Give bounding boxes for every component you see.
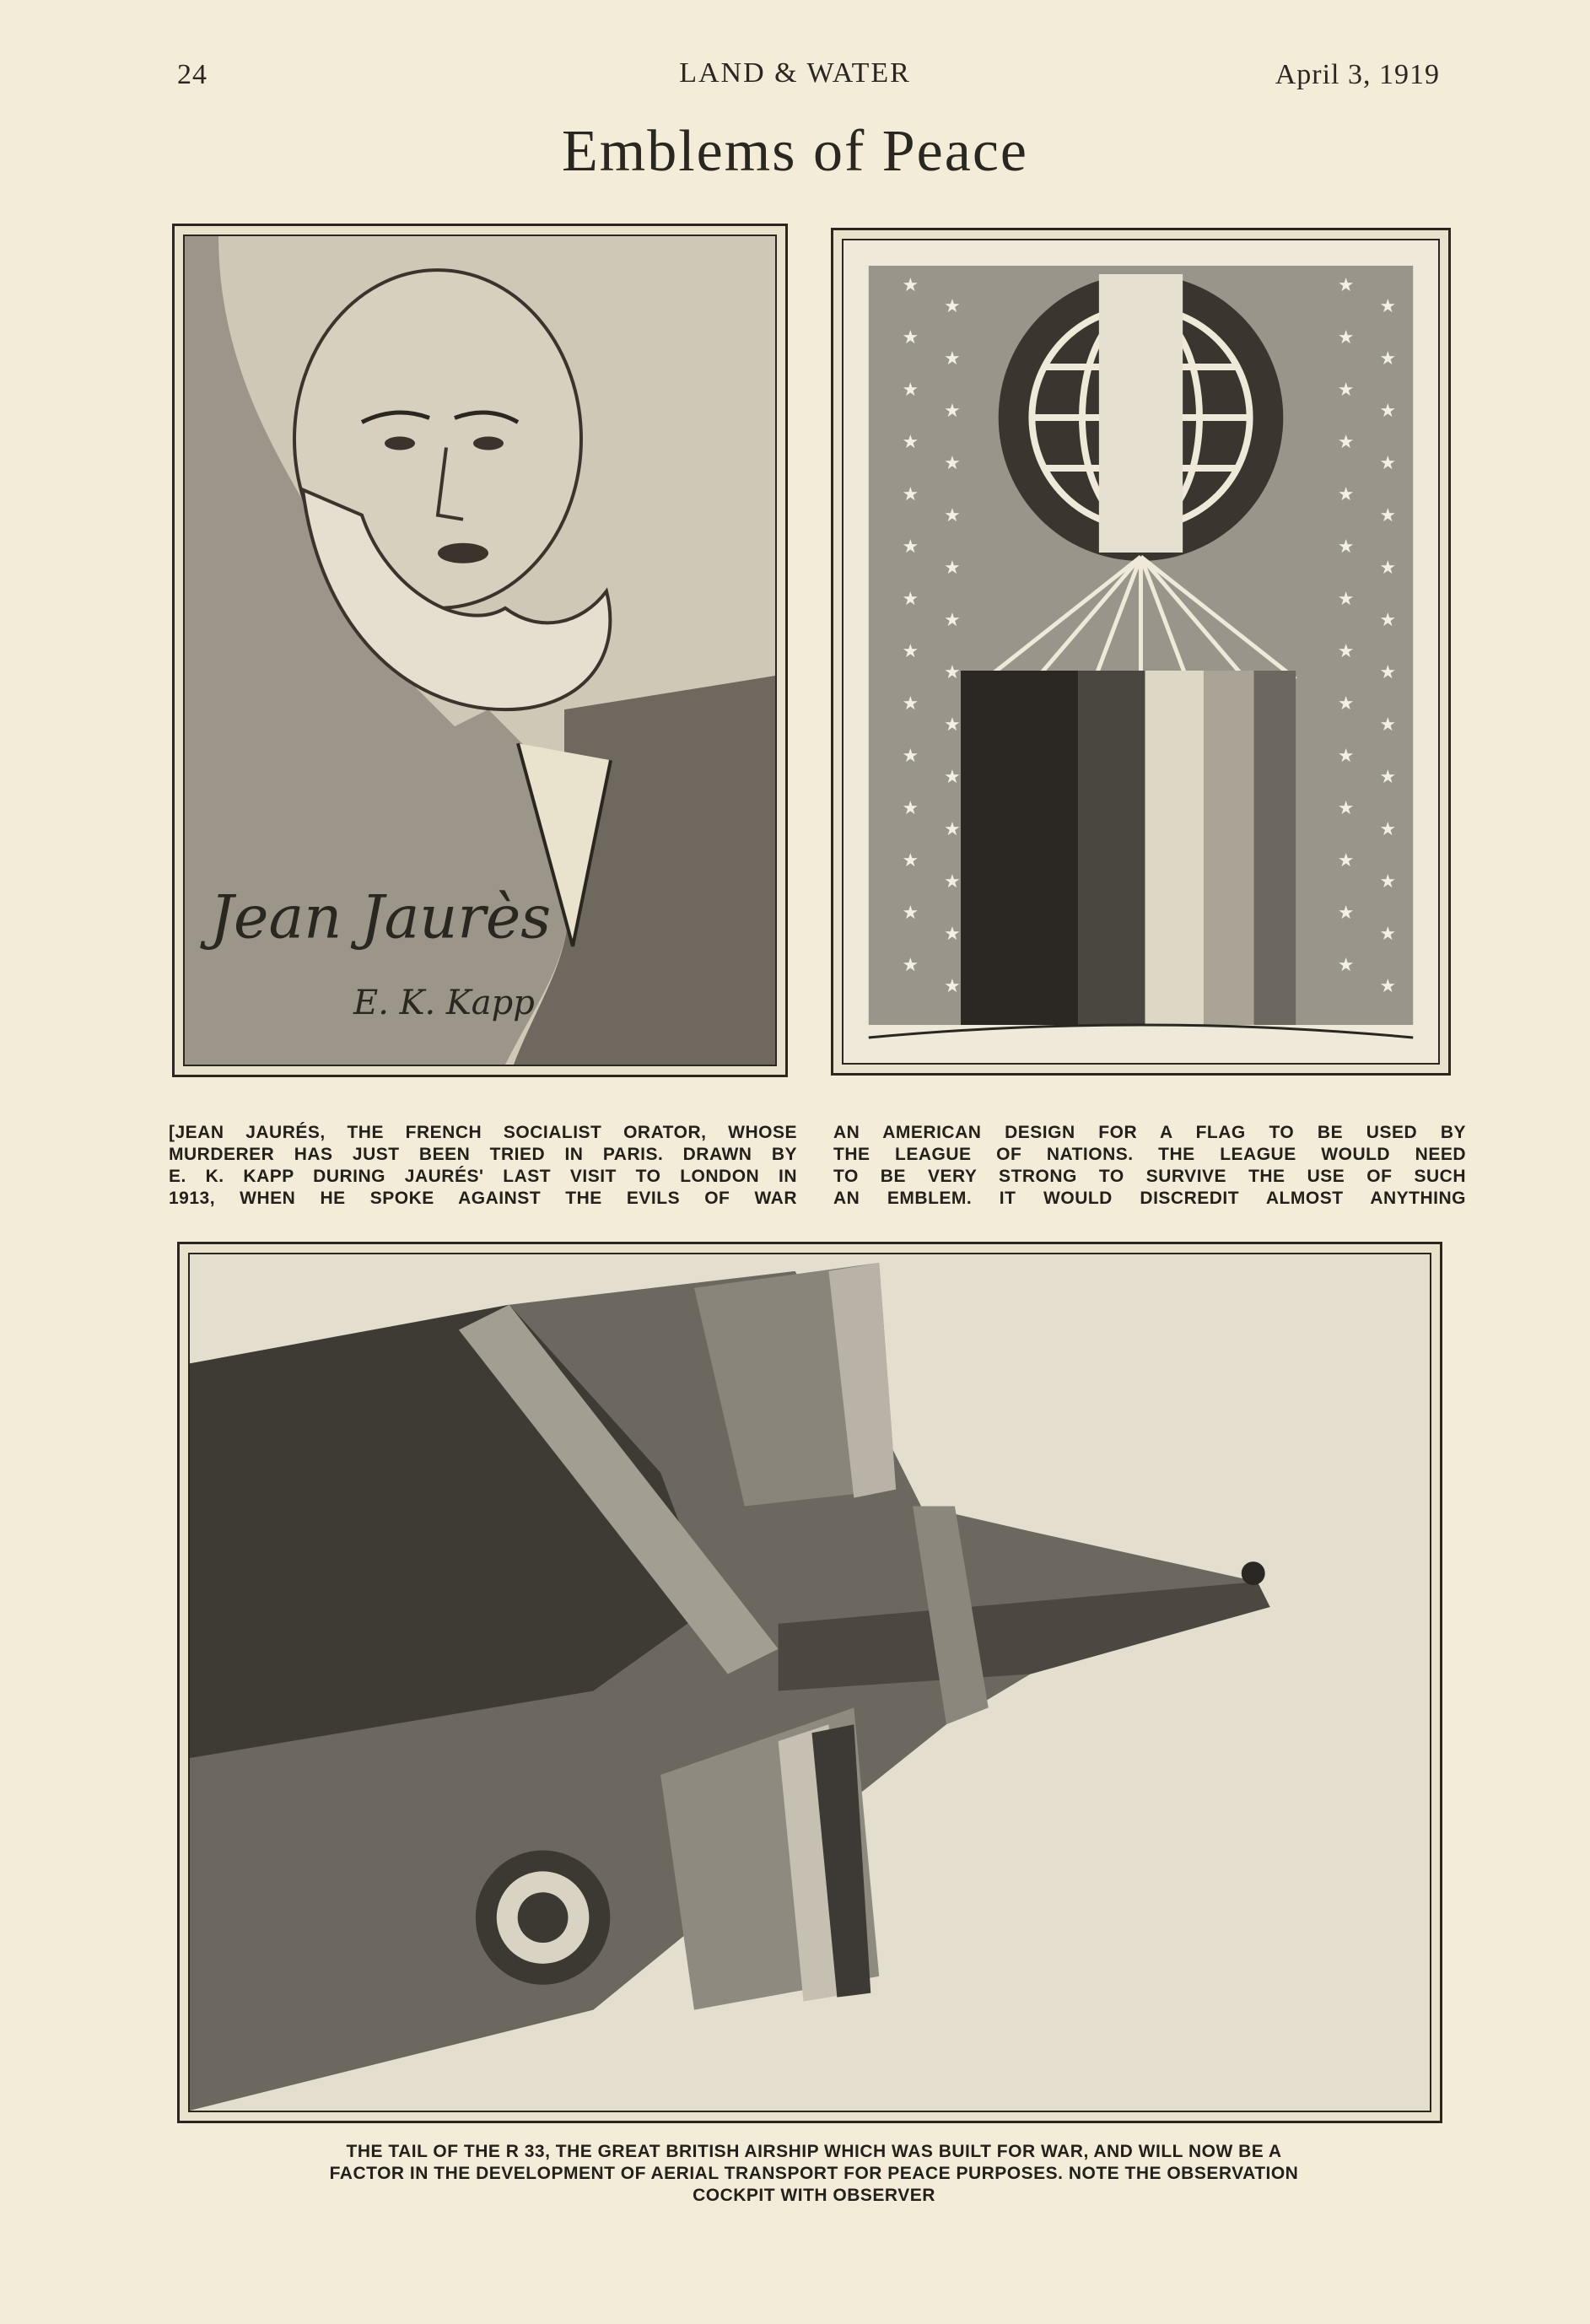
caption-line: MURDERER HAS JUST BEEN TRIED IN PARIS. DRAWN BY	[169, 1145, 797, 1164]
league-flag-frame	[831, 228, 1451, 1076]
caption-line: [JEAN JAURÉS, THE FRENCH SOCIALIST ORATOR, WHOSE	[169, 1123, 797, 1142]
star-icon: ★	[1379, 348, 1397, 370]
star-icon: ★	[944, 400, 961, 423]
star-icon: ★	[1337, 693, 1355, 715]
star-icon: ★	[902, 588, 919, 611]
star-icon: ★	[944, 609, 961, 632]
star-icon: ★	[902, 693, 919, 715]
star-icon: ★	[1379, 818, 1397, 841]
r33-airship-tail-image	[190, 1254, 1430, 2111]
star-icon: ★	[902, 745, 919, 768]
star-icon: ★	[902, 536, 919, 558]
star-icon: ★	[1337, 536, 1355, 558]
star-icon: ★	[944, 871, 961, 893]
star-icon: ★	[1379, 975, 1397, 998]
star-icon: ★	[902, 640, 919, 663]
star-icon: ★	[902, 849, 919, 872]
star-icon: ★	[902, 902, 919, 925]
star-icon: ★	[944, 766, 961, 789]
caption-line: THE LEAGUE OF NATIONS. THE LEAGUE WOULD NEED	[833, 1145, 1466, 1164]
star-icon: ★	[944, 504, 961, 527]
caption-line: E. K. KAPP DURING JAURÉS' LAST VISIT TO LONDON IN	[169, 1167, 797, 1186]
masthead: LAND & WATER	[679, 57, 911, 89]
star-icon: ★	[1379, 295, 1397, 318]
star-icon: ★	[944, 714, 961, 736]
star-icon: ★	[902, 379, 919, 402]
star-icon: ★	[1379, 609, 1397, 632]
star-icon: ★	[1337, 902, 1355, 925]
artist-signature: E. K. Kapp	[353, 983, 535, 1022]
star-icon: ★	[1337, 745, 1355, 768]
star-icon: ★	[1337, 954, 1355, 977]
airship-photo-frame	[177, 1242, 1442, 2123]
star-icon: ★	[1337, 849, 1355, 872]
page-number: 24	[177, 59, 208, 90]
star-icon: ★	[1337, 483, 1355, 506]
portrait-caption	[169, 1122, 797, 1210]
star-icon: ★	[902, 954, 919, 977]
star-icon: ★	[1379, 714, 1397, 736]
caption-line: COCKPIT WITH OBSERVER	[693, 2186, 935, 2205]
star-icon: ★	[944, 975, 961, 998]
star-icon: ★	[902, 326, 919, 349]
caption-line: THE TAIL OF THE R 33, THE GREAT BRITISH AIRSHIP WHICH WAS BUILT FOR WAR, AND WILL NOW BE A	[346, 2142, 1282, 2161]
star-icon: ★	[944, 557, 961, 580]
portrait-sketch-frame	[172, 224, 788, 1077]
star-icon: ★	[944, 818, 961, 841]
star-icon: ★	[1337, 326, 1355, 349]
star-icon: ★	[944, 452, 961, 475]
flag-caption	[833, 1122, 1466, 1210]
star-icon: ★	[1379, 923, 1397, 946]
star-icon: ★	[1337, 274, 1355, 297]
star-icon: ★	[902, 797, 919, 820]
page-title: Emblems of Peace	[562, 119, 1028, 184]
star-icon: ★	[1379, 766, 1397, 789]
star-icon: ★	[1337, 588, 1355, 611]
star-icon: ★	[1379, 400, 1397, 423]
caption-line: FACTOR IN THE DEVELOPMENT OF AERIAL TRANSPORT FOR PEACE PURPOSES. NOTE THE OBSERVATION	[329, 2164, 1299, 2183]
star-icon: ★	[1337, 797, 1355, 820]
star-icon: ★	[902, 483, 919, 506]
star-icon: ★	[944, 661, 961, 684]
star-icon: ★	[944, 348, 961, 370]
airship-caption	[186, 2141, 1442, 2207]
star-icon: ★	[1379, 504, 1397, 527]
star-icon: ★	[1337, 379, 1355, 402]
caption-line: AN AMERICAN DESIGN FOR A FLAG TO BE USED BY	[833, 1123, 1466, 1142]
star-icon: ★	[1337, 431, 1355, 454]
star-icon: ★	[944, 295, 961, 318]
league-of-nations-flag-image	[844, 240, 1438, 1063]
star-icon: ★	[1379, 871, 1397, 893]
star-icon: ★	[944, 923, 961, 946]
caption-line: 1913, WHEN HE SPOKE AGAINST THE EVILS OF WAR	[169, 1189, 797, 1208]
jaures-portrait-image	[185, 236, 775, 1065]
star-icon: ★	[1379, 661, 1397, 684]
issue-date: April 3, 1919	[1275, 59, 1440, 90]
star-icon: ★	[902, 274, 919, 297]
star-icon: ★	[1379, 452, 1397, 475]
caption-line: TO BE VERY STRONG TO SURVIVE THE USE OF SUCH	[833, 1167, 1466, 1186]
star-icon: ★	[902, 431, 919, 454]
star-icon: ★	[1337, 640, 1355, 663]
jaures-signature: Jean Jaurès	[210, 882, 552, 952]
caption-line: AN EMBLEM. IT WOULD DISCREDIT ALMOST ANYTHING	[833, 1189, 1466, 1208]
star-icon: ★	[1379, 557, 1397, 580]
